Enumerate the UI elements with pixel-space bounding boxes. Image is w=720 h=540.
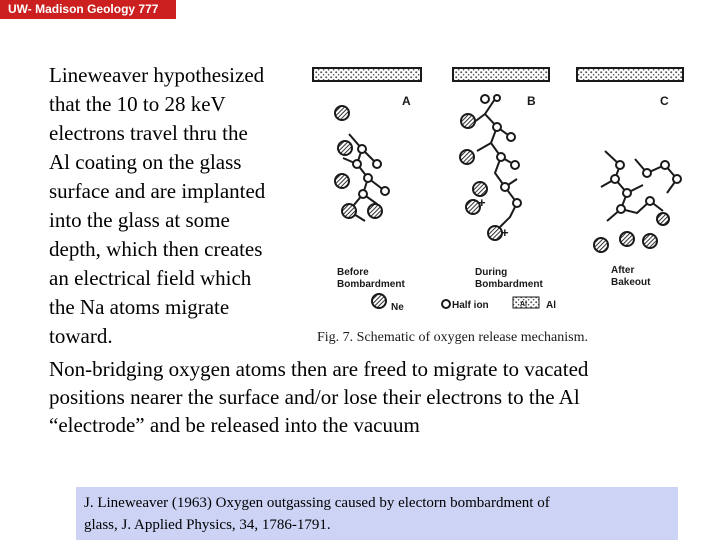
intro-line: into the glass at some: [49, 208, 230, 232]
stage-label-after: Bakeout: [611, 277, 651, 288]
legend-na-label: Ne: [391, 302, 404, 313]
charge-sign: +: [478, 195, 486, 210]
body-line: positions nearer the surface and/or lose their electrons to the Al: [49, 385, 580, 409]
body-line: “electrode” and be released into the vacuum: [49, 413, 420, 437]
panel-label-c: C: [660, 94, 669, 108]
citation-box: [76, 487, 678, 540]
schematic-drawing: [305, 61, 693, 348]
citation-line: J. Lineweaver (1963) Oxygen outgassing caused by electorn bombardment of: [84, 495, 550, 511]
charge-sign: +: [501, 225, 509, 240]
legend-ion-label: Half ion: [452, 300, 489, 311]
sodium-atoms-c: [594, 213, 669, 252]
legend-al-label: Al: [546, 300, 556, 311]
legend-na-symbol: [372, 294, 386, 308]
intro-line: Lineweaver hypothesized: [49, 63, 265, 87]
al-coating-b: [453, 68, 549, 81]
intro-line: an electrical field which: [49, 266, 252, 290]
figure-caption: Fig. 7. Schematic of oxygen release mechanism.: [317, 330, 588, 345]
citation-line: glass, J. Applied Physics, 34, 1786-1791.: [84, 517, 331, 533]
oxygen-atoms-a: [353, 145, 389, 198]
body-line: Non-bridging oxygen atoms then are freed to migrate to vacated: [49, 357, 589, 381]
intro-paragraph: [49, 61, 311, 351]
legend-ion-symbol: [442, 300, 450, 308]
intro-line: toward.: [49, 324, 113, 348]
al-coating-a: [313, 68, 421, 81]
intro-line: surface and are implanted: [49, 179, 266, 203]
intro-line: depth, which then creates: [49, 237, 263, 261]
panel-label-b: B: [527, 94, 536, 108]
al-coating-c: [577, 68, 683, 81]
panel-label-a: A: [402, 94, 411, 108]
stage-label-before: Before: [337, 267, 369, 278]
stage-label-during: During: [475, 267, 508, 278]
body-paragraph: [49, 355, 689, 439]
stage-label-before: Bombardment: [337, 279, 405, 290]
intro-line: that the 10 to 28 keV: [49, 92, 226, 116]
stage-label-during: Bombardment: [475, 279, 543, 290]
schematic-figure: [305, 61, 693, 348]
intro-line: Al coating on the glass: [49, 150, 242, 174]
stage-label-after: After: [611, 265, 635, 276]
course-badge: UW- Madison Geology 777: [0, 0, 176, 19]
intro-line: the Na atoms migrate: [49, 295, 230, 319]
intro-line: electrons travel thru the: [49, 121, 248, 145]
legend-al-box-label: Al: [520, 301, 527, 308]
